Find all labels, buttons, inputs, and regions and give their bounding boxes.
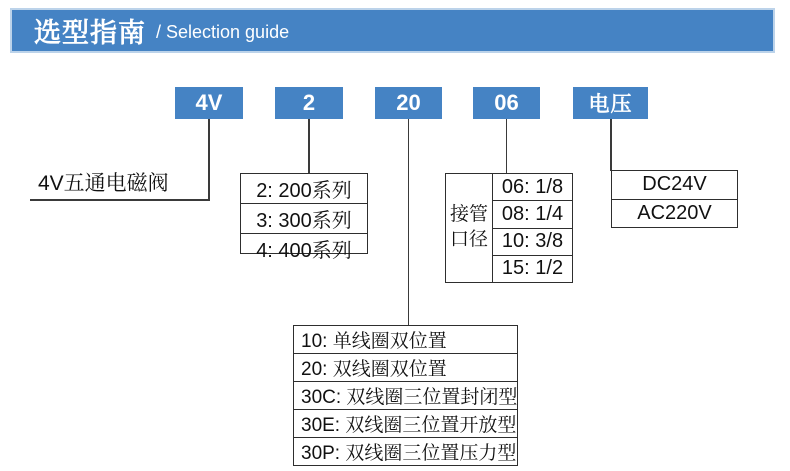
code-box-function: 20: [375, 87, 442, 119]
port-size-table-values: [493, 174, 572, 282]
model-description-label: 4V五通电磁阀: [38, 172, 169, 195]
header-banner: [10, 8, 775, 53]
function-table: [293, 325, 518, 466]
page-title-chinese: 选型指南: [34, 18, 146, 48]
code-box-series: 2: [275, 87, 343, 119]
connector-line-port: [506, 119, 508, 173]
connector-line-voltage: [610, 119, 612, 171]
voltage-table: [611, 170, 738, 228]
port-size-table-header: 接管口径: [446, 174, 493, 282]
connector-line-model: [208, 119, 210, 200]
port-size-table-row: 06: 1/8: [501, 175, 564, 198]
function-table-row: 20: 双线圈双位置: [294, 353, 517, 381]
port-size-table-row: 10: 3/8: [493, 228, 572, 255]
function-table-row: 10: 单线圈双位置: [301, 331, 447, 352]
series-table-row: 3: 300系列: [241, 203, 367, 233]
series-table-row: 4: 400系列: [241, 233, 367, 263]
series-table-row: 2: 200系列: [256, 180, 352, 202]
connector-line-model-horizontal: [30, 199, 210, 201]
function-table-row: 30E: 双线圈三位置开放型: [294, 409, 517, 437]
connector-line-series: [308, 119, 310, 173]
function-table-row: 30C: 双线圈三位置封闭型: [294, 381, 517, 409]
voltage-table-row: AC220V: [612, 199, 737, 228]
port-size-table-row: 15: 1/2: [493, 255, 572, 282]
port-size-table: [445, 173, 573, 283]
connector-line-function: [408, 119, 410, 325]
code-box-voltage: 电压: [573, 87, 648, 119]
code-box-model: 4V: [175, 87, 243, 119]
page-title-english: / Selection guide: [156, 21, 290, 42]
code-box-port: 06: [473, 87, 540, 119]
port-size-table-row: 08: 1/4: [493, 200, 572, 227]
series-table: [240, 173, 368, 262]
voltage-table-row: DC24V: [642, 173, 707, 196]
function-table-row: 30P: 双线圈三位置压力型: [294, 437, 517, 465]
